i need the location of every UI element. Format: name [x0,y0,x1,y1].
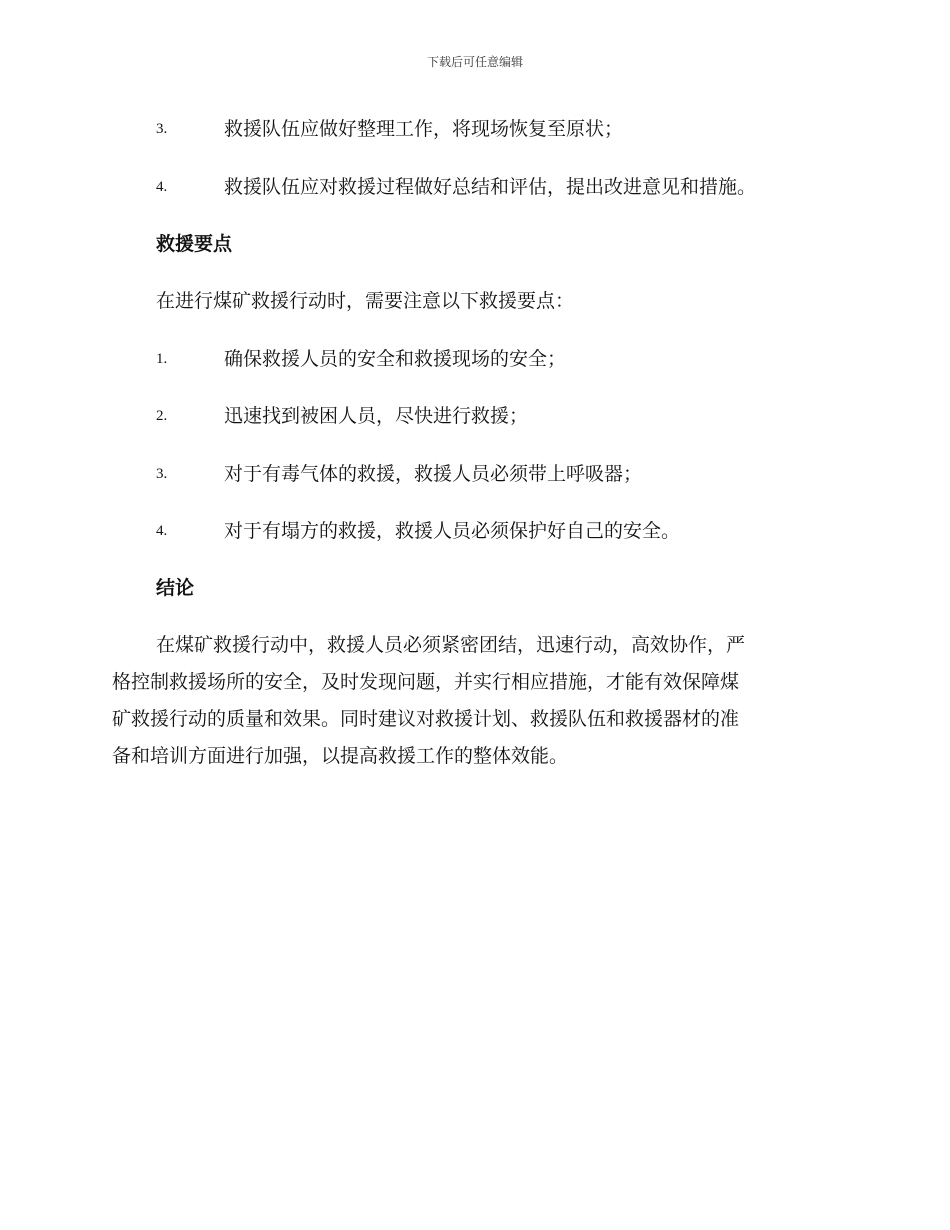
paragraph-line: 矿救援行动的质量和效果。同时建议对救援计划、救援队伍和救援器材的准 [112,708,740,730]
list-text: 救援队伍应做好整理工作，将现场恢复至原状； [224,118,624,140]
conclusion-paragraph [112,630,842,778]
list-number: 3. [156,121,168,137]
section-heading-rescue: 救援要点 [156,233,233,255]
list-number: 2. [156,408,168,424]
paragraph-line: 备和培训方面进行加强，以提高救援工作的整体效能。 [112,745,569,767]
section-intro: 在进行煤矿救援行动时，需要注意以下救援要点： [156,290,575,312]
page-header: 下载后可任意编辑 [426,55,523,69]
list-text: 对于有毒气体的救援，救援人员必须带上呼吸器； [224,463,643,485]
list-number: 4. [156,523,168,539]
list-number: 3. [156,466,168,482]
paragraph-line: 在煤矿救援行动中，救援人员必须紧密团结，迅速行动，高效协作，严 [156,634,746,656]
list-text: 迅速找到被困人员，尽快进行救援； [224,405,529,427]
list-text: 确保救援人员的安全和救援现场的安全； [224,348,567,370]
paragraph-line: 格控制救援场所的安全，及时发现问题，并实行相应措施，才能有效保障煤 [112,671,740,693]
section-heading-conclusion: 结论 [156,577,195,599]
list-text: 救援队伍应对救援过程做好总结和评估，提出改进意见和措施。 [224,176,757,198]
list-text: 对于有塌方的救援，救援人员必须保护好自己的安全。 [224,520,681,542]
list-number: 4. [156,179,168,195]
list-number: 1. [156,351,168,367]
